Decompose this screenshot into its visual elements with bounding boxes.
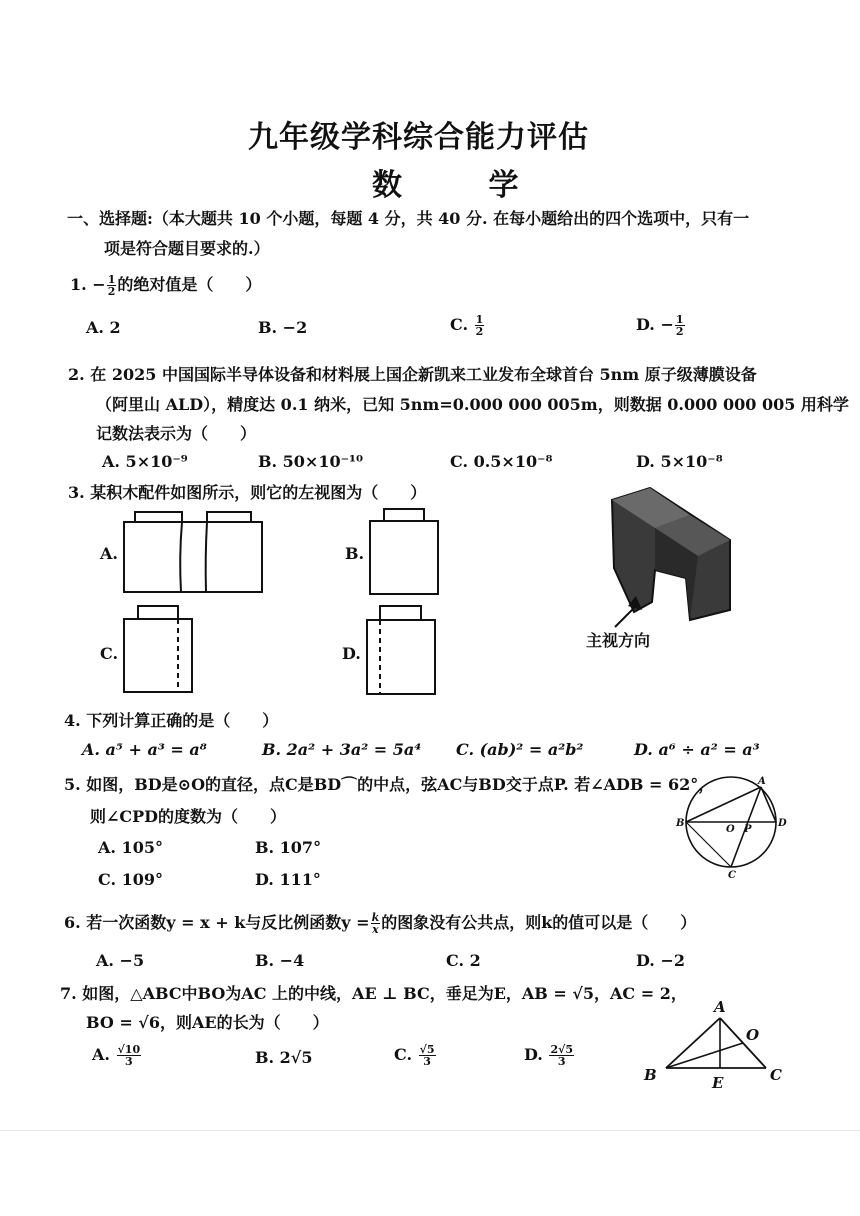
q7-option-c-label: C. [394,1045,413,1064]
q3-view-d-figure [367,606,435,694]
q1-minus: − [92,275,106,294]
q1-option-c-label: C. [450,315,469,334]
q1-frac-den: 2 [107,285,116,298]
q5-circle-figure [672,770,802,882]
q1-option-b[interactable]: B. −2 [258,318,308,337]
q1-d-num: 1 [675,313,684,326]
q1-number: 1. [70,275,87,294]
exam-title: 九年级学科综合能力评估 [248,120,589,155]
q3-block-3d-figure [612,488,730,627]
q7-option-a-label: A. [92,1045,110,1064]
q3-stem: 3. 某积木配件如图所示，则它的左视图为（ ） [68,483,427,502]
q6-option-d[interactable]: D. −2 [636,951,685,970]
q4-option-c[interactable]: C. (ab)² = a²b² [456,740,584,759]
q2-line2: （阿里山 ALD），精度达 0.1 纳米，已知 5nm=0.000 000 005m，则数据 0.000 000 005 用科学 [96,395,849,414]
q7-d-den: 3 [557,1055,566,1068]
q7-option-d-label: D. [524,1045,543,1064]
subject-title: 数 学 [372,168,557,203]
q2-option-a[interactable]: A. 5×10⁻⁹ [102,452,188,471]
q5-label-c: C [728,870,736,881]
q4-option-a[interactable]: A. a⁵ + a³ = a⁸ [82,740,207,759]
q6-frac-den: x [372,923,379,936]
q2-option-c[interactable]: C. 0.5×10⁻⁸ [450,452,553,471]
q6-frac-num: k [371,911,380,924]
q3-label-c[interactable]: C. [100,644,119,663]
q5-label-p: P [744,824,752,835]
q6-option-b[interactable]: B. −4 [255,951,305,970]
q2-line3: 记数法表示为（ ） [96,424,257,443]
q3-view-a-figure [124,512,262,592]
q3-label-a[interactable]: A. [100,544,118,563]
q5-option-d[interactable]: D. 111° [255,870,321,889]
q2-option-d[interactable]: D. 5×10⁻⁸ [636,452,723,471]
q6-option-a[interactable]: A. −5 [96,951,145,970]
q5-line1: 5. 如图，BD是⊙O的直径，点C是BD⌒的中点，弦AC与BD交于点P. 若∠ADB = 62°， [64,775,715,794]
q7-option-c[interactable] [394,1044,437,1067]
q1-c-num: 1 [475,313,484,326]
q5-label-a: A [758,776,766,787]
q7-label-e: E [712,1074,724,1092]
q2-option-b[interactable]: B. 50×10⁻¹⁰ [258,452,364,471]
q1-c-den: 2 [475,325,484,338]
q7-option-b[interactable]: B. 2√5 [255,1048,313,1067]
q7-d-num: 2√5 [550,1043,573,1056]
view-direction-arrow [615,606,636,627]
q7-label-b: B [644,1066,657,1084]
q2-line1: 2. 在 2025 中国国际半导体设备和材料展上国企新凯来工业发布全球首台 5nm 原子级薄膜设备 [68,365,757,384]
q3-label-d[interactable]: D. [342,644,361,663]
q6-stem-post: 的图象没有公共点，则k的值可以是（ ） [381,913,697,932]
q7-c-den: 3 [423,1055,431,1068]
q7-a-num: √10 [117,1043,141,1056]
q3-view-c-figure [124,606,192,692]
q7-option-a[interactable] [92,1044,142,1067]
q1-option-d-label: D. − [636,315,674,334]
q7-label-c: C [770,1066,782,1084]
q3-label-b[interactable]: B. [345,544,365,563]
q5-option-b[interactable]: B. 107° [255,838,322,857]
q1-option-a[interactable]: A. 2 [86,318,121,337]
q7-a-den: 3 [125,1055,133,1068]
q5-option-a[interactable]: A. 105° [98,838,163,857]
q4-option-b[interactable]: B. 2a² + 3a² = 5a⁴ [262,740,422,759]
q6-stem-pre: 6. 若一次函数y = x + k与反比例函数y = [64,913,370,932]
q7-option-d[interactable] [524,1044,575,1067]
q3-view-b-figure [370,509,438,594]
section-heading-line1: 一、选择题:（本大题共 10 个小题，每题 4 分，共 40 分. 在每小题给出的四个选项中，只有一 [67,209,750,228]
q4-option-d[interactable]: D. a⁶ ÷ a² = a³ [634,740,760,759]
q7-line1: 7. 如图，△ABC中BO为AC 上的中线，AE ⊥ BC，垂足为E，AB = √5，AC = 2， [60,984,687,1003]
q4-stem: 4. 下列计算正确的是（ ） [64,711,279,730]
q5-label-d: D [778,818,787,829]
page-bottom-divider [0,1130,860,1131]
q7-c-num: √5 [419,1043,435,1056]
q5-line2: 则∠CPD的度数为（ ） [90,807,287,826]
q1-d-den: 2 [675,325,684,338]
q6-option-c[interactable]: C. 2 [446,951,481,970]
q5-label-o: O [726,824,735,835]
q7-label-o: O [746,1026,760,1044]
q6-fraction [371,912,381,935]
section-heading-line2: 项是符合题目要求的.） [104,239,270,258]
q7-triangle-figure [636,992,796,1092]
q1-stem-tail: 的绝对值是（ ） [117,275,262,294]
q5-label-b: B [676,818,685,829]
q6-stem [64,910,696,935]
q3-view-direction-caption: 主视方向 [586,631,651,650]
q7-label-a: A [714,998,726,1016]
q5-option-c[interactable]: C. 109° [98,870,163,889]
q7-line2: BO = √6，则AE的长为（ ） [86,1013,329,1032]
q1-frac-num: 1 [107,273,116,286]
